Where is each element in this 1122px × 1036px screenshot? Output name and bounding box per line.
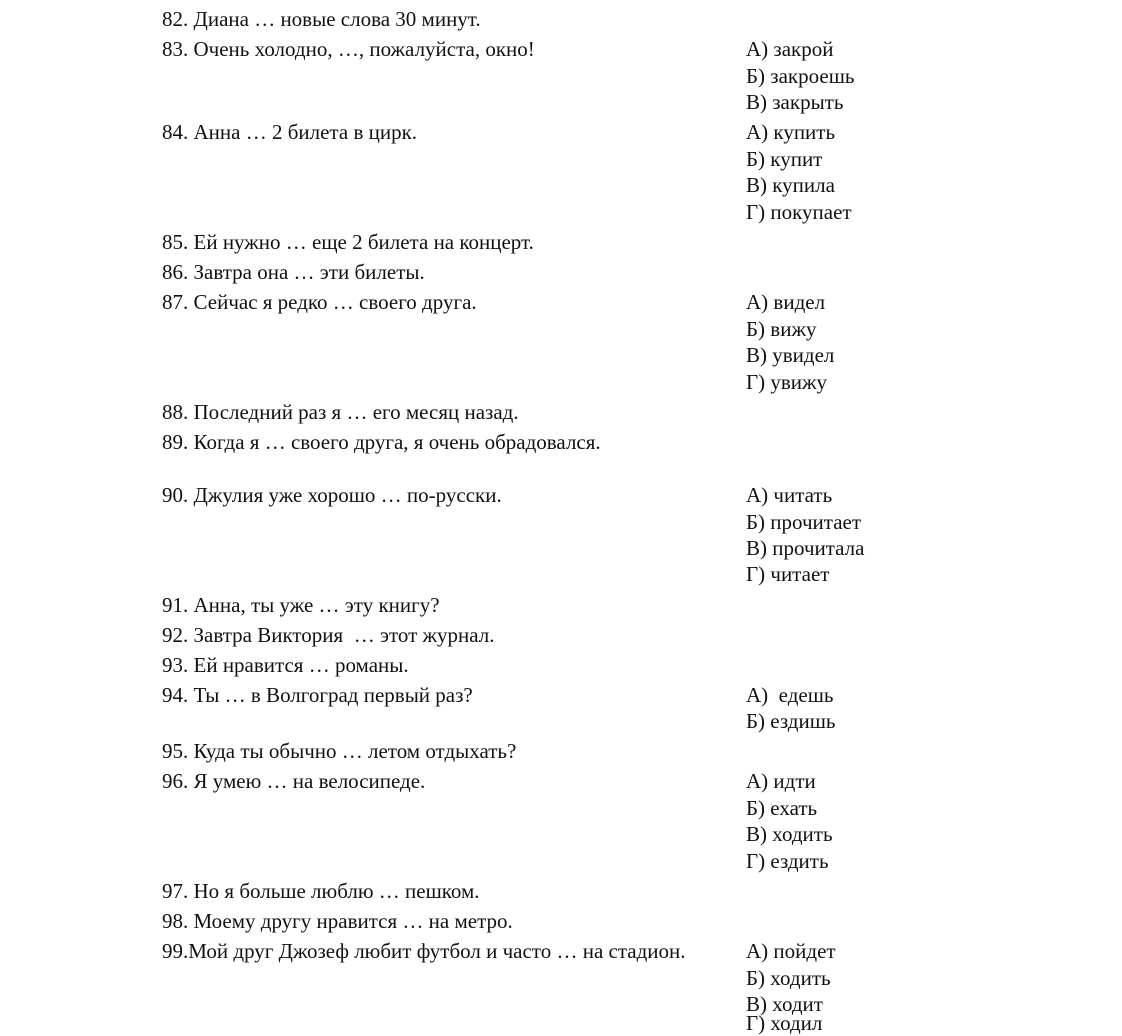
question-89: 89. Когда я … своего друга, я очень обрадовался. xyxy=(162,430,601,454)
question-99: 99.Мой друг Джозеф любит футбол и часто … на стадион. xyxy=(162,939,686,963)
option-90-a: А) читать xyxy=(746,483,833,507)
question-96: 96. Я умею … на велосипеде. xyxy=(162,769,426,793)
question-85: 85. Ей нужно … еще 2 билета на концерт. xyxy=(162,230,534,254)
option-99-a: А) пойдет xyxy=(746,939,836,963)
option-94-a: А) едешь xyxy=(746,683,834,707)
option-83-a: А) закрой xyxy=(746,37,834,61)
option-99-d: Г) ходил xyxy=(746,1011,823,1035)
option-94-b: Б) ездишь xyxy=(746,709,836,733)
question-83: 83. Очень холодно, …, пожалуйста, окно! xyxy=(162,37,535,61)
option-84-c: В) купила xyxy=(746,173,835,197)
option-90-d: Г) читает xyxy=(746,562,830,586)
option-99-b: Б) ходить xyxy=(746,966,831,990)
option-84-d: Г) покупает xyxy=(746,200,852,224)
option-90-b: Б) прочитает xyxy=(746,510,862,534)
option-87-c: В) увидел xyxy=(746,343,835,367)
option-83-b: Б) закроешь xyxy=(746,64,855,88)
question-98: 98. Моему другу нравится … на метро. xyxy=(162,909,513,933)
question-95: 95. Куда ты обычно … летом отдыхать? xyxy=(162,739,517,763)
question-97: 97. Но я больше люблю … пешком. xyxy=(162,879,480,903)
question-84: 84. Анна … 2 билета в цирк. xyxy=(162,120,418,144)
question-88: 88. Последний раз я … его месяц назад. xyxy=(162,400,519,424)
question-94: 94. Ты … в Волгоград первый раз? xyxy=(162,683,473,707)
option-96-c: В) ходить xyxy=(746,822,833,846)
question-93: 93. Ей нравится … романы. xyxy=(162,653,409,677)
option-83-c: В) закрыть xyxy=(746,90,844,114)
option-90-c: В) прочитала xyxy=(746,536,865,560)
question-91: 91. Анна, ты уже … эту книгу? xyxy=(162,593,440,617)
option-87-b: Б) вижу xyxy=(746,317,817,341)
option-96-a: А) идти xyxy=(746,769,816,793)
question-90: 90. Джулия уже хорошо … по-русски. xyxy=(162,483,502,507)
option-87-d: Г) увижу xyxy=(746,370,828,394)
question-82: 82. Диана … новые слова 30 минут. xyxy=(162,7,481,31)
question-92: 92. Завтра Виктория … этот журнал. xyxy=(162,623,495,647)
option-84-a: А) купить xyxy=(746,120,836,144)
option-96-b: Б) ехать xyxy=(746,796,818,820)
option-87-a: А) видел xyxy=(746,290,826,314)
option-99-c: В) ходит xyxy=(746,992,823,1016)
option-84-b: Б) купит xyxy=(746,147,823,171)
question-87: 87. Сейчас я редко … своего друга. xyxy=(162,290,477,314)
option-96-d: Г) ездить xyxy=(746,849,829,873)
question-86: 86. Завтра она … эти билеты. xyxy=(162,260,425,284)
